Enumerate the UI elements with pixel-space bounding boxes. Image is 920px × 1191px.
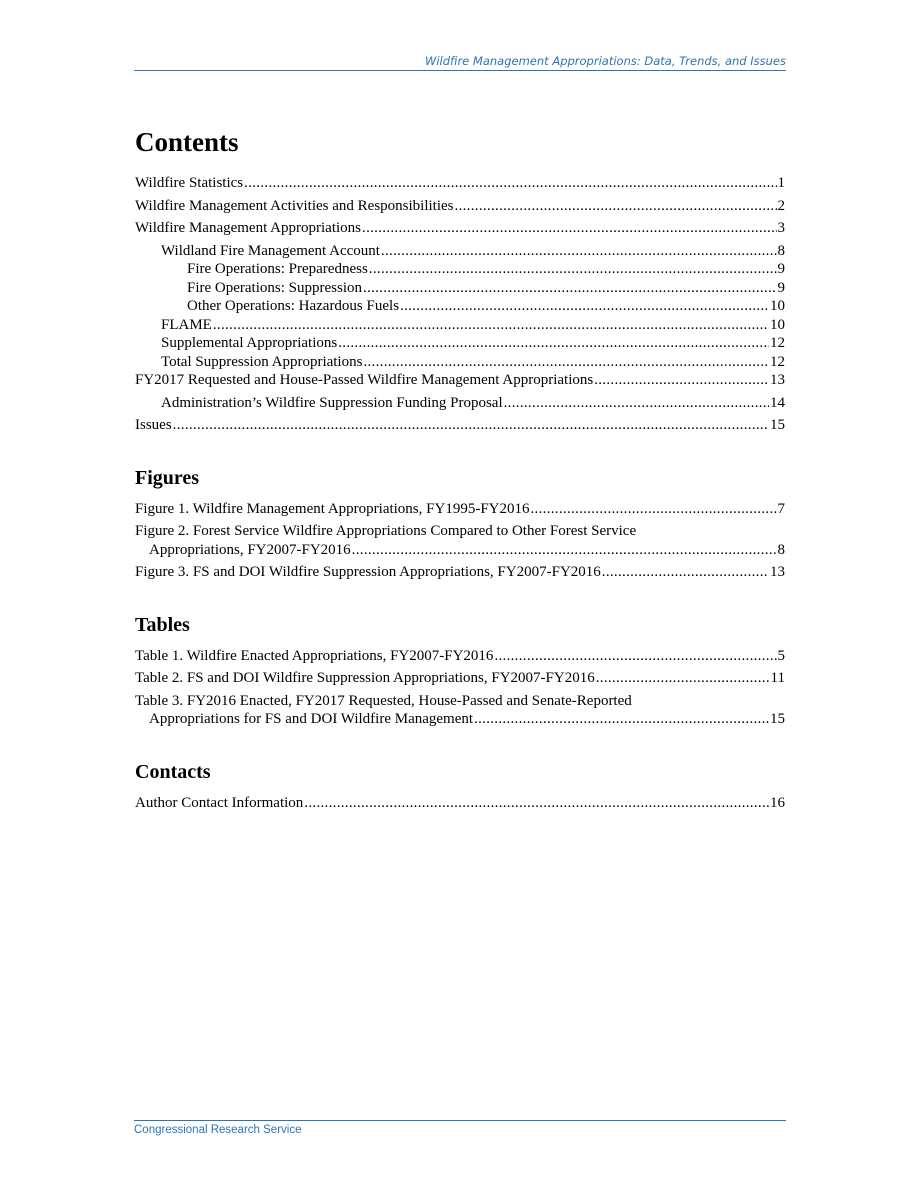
contacts-list xyxy=(135,794,785,813)
toc-entry[interactable]: Fire Operations: Suppression ..... 9 xyxy=(135,279,785,298)
contacts-heading: Contacts xyxy=(135,760,211,783)
toc-entry[interactable]: Issues ..... 15 xyxy=(135,416,785,435)
figure-entry[interactable]: Figure 2. Forest Service Wildfire Appropriations Compared to Other Forest Service Appropriations, FY2007-FY2016 ..... 8 xyxy=(135,522,785,559)
figures-list xyxy=(135,500,785,582)
contents-heading: Contents xyxy=(135,127,239,157)
table-entry[interactable]: Table 1. Wildfire Enacted Appropriations, FY2007-FY2016 ..... 5 xyxy=(135,647,785,666)
toc-entry[interactable]: Wildfire Management Activities and Responsibilities ..... 2 xyxy=(135,197,785,216)
running-header: Wildfire Management Appropriations: Data, Trends, and Issues xyxy=(134,54,786,71)
contents-list xyxy=(135,174,785,435)
tables-list xyxy=(135,647,785,729)
toc-entry[interactable]: Wildfire Statistics ..... 1 xyxy=(135,174,785,193)
toc-entry[interactable]: Administration’s Wildfire Suppression Funding Proposal ..... 14 xyxy=(135,394,785,413)
toc-entry[interactable]: Wildfire Management Appropriations ..... 3 xyxy=(135,219,785,238)
figures-heading: Figures xyxy=(135,466,200,489)
toc-entry[interactable]: Fire Operations: Preparedness ..... 9 xyxy=(135,260,785,279)
contact-entry[interactable]: Author Contact Information ..... 16 xyxy=(135,794,785,813)
toc-entry[interactable]: FLAME ..... 10 xyxy=(135,316,785,335)
toc-entry[interactable]: Supplemental Appropriations ..... 12 xyxy=(135,334,785,353)
running-footer: Congressional Research Service xyxy=(134,1120,786,1136)
table-of-contents xyxy=(135,126,785,812)
toc-entry[interactable]: FY2017 Requested and House-Passed Wildfire Management Appropriations ..... 13 xyxy=(135,371,785,390)
toc-entry[interactable]: Wildland Fire Management Account ..... 8 xyxy=(135,242,785,261)
toc-entry[interactable]: Total Suppression Appropriations ..... 12 xyxy=(135,353,785,372)
table-entry[interactable]: Table 3. FY2016 Enacted, FY2017 Requested, House-Passed and Senate-Reported Appropriations for FS and DOI Wildfire Management ..... 15 xyxy=(135,692,785,729)
tables-heading: Tables xyxy=(135,613,190,636)
toc-entry[interactable]: Other Operations: Hazardous Fuels ..... 10 xyxy=(135,297,785,316)
figure-entry[interactable]: Figure 1. Wildfire Management Appropriations, FY1995-FY2016 ..... 7 xyxy=(135,500,785,519)
table-entry[interactable]: Table 2. FS and DOI Wildfire Suppression Appropriations, FY2007-FY2016 ..... 11 xyxy=(135,669,785,688)
figure-entry[interactable]: Figure 3. FS and DOI Wildfire Suppression Appropriations, FY2007-FY2016 ..... 13 xyxy=(135,563,785,582)
